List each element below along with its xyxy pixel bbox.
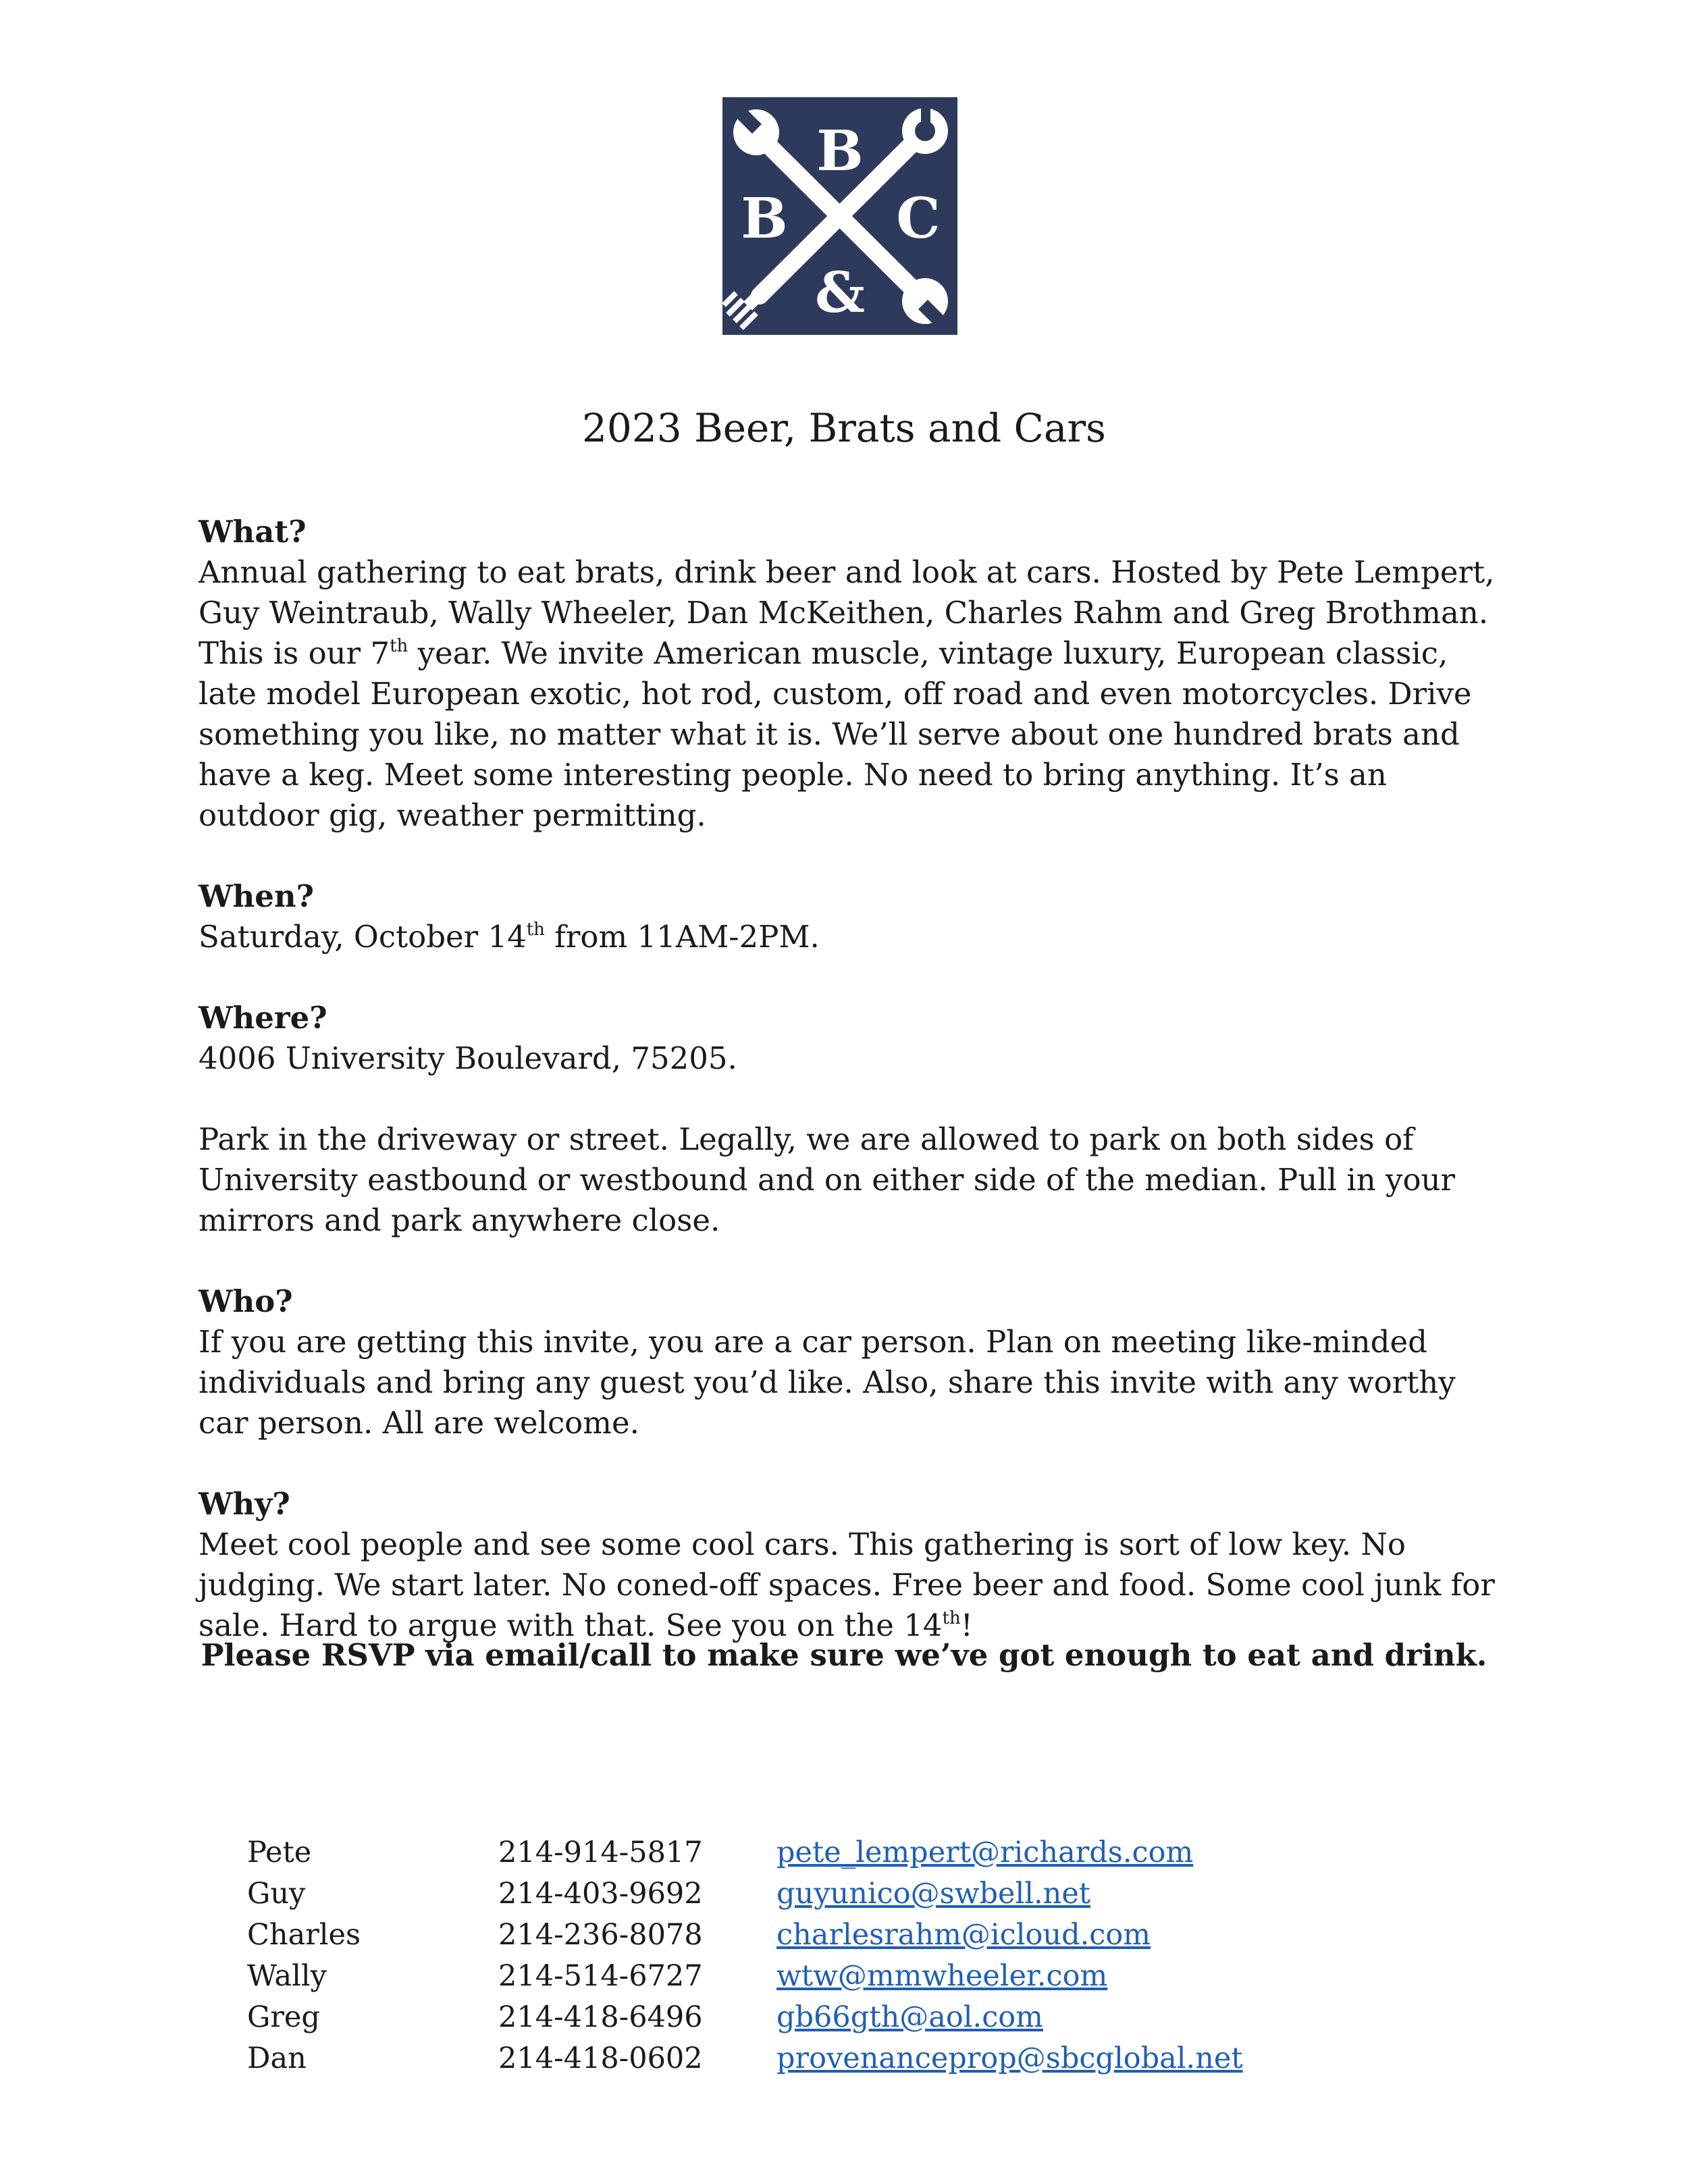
section-heading: When?: [199, 878, 314, 914]
logo-graphic: [722, 97, 957, 335]
text-part: Meet cool people and see some cool cars. This gathering is sort of low key. No judging. We start later. No coned-off spaces. Free beer and food. Some cool junk for sale. Hard to argue with that. See you on the 14: [199, 1526, 1495, 1643]
section-where: [199, 998, 1508, 1241]
contact-email-link[interactable]: pete_lempert@richards.com: [776, 1836, 1194, 1869]
contact-phone: 214-914-5817: [498, 1836, 703, 1869]
contact-name: Dan: [247, 2042, 307, 2075]
contact-email-link[interactable]: guyunico@swbell.net: [776, 1877, 1091, 1911]
section-heading: What?: [199, 514, 307, 550]
logo-letter-top: B: [816, 119, 864, 184]
parking-text: Park in the driveway or street. Legally, we are allowed to park on both sides of University eastbound or westbound and on either side of the median. Pull in your mirrors and park anywhere close.: [199, 1121, 1456, 1238]
section-when: [199, 876, 1508, 957]
text-part: from 11AM-2PM.: [544, 919, 820, 955]
logo-letter-left: B: [741, 186, 788, 251]
address-text: 4006 University Boulevard, 75205.: [199, 1040, 737, 1076]
contact-email-link[interactable]: provenanceprop@sbcglobal.net: [776, 2042, 1243, 2075]
section-what: [199, 512, 1508, 836]
section-text: [199, 552, 1508, 836]
text-part: Annual gathering to eat brats, drink beer and look at cars. Hosted by Pete Lempert, Guy Weintraub, Wally Wheeler, Dan McKeithen, Charles Rahm and Greg Brothman. This is our 7: [199, 554, 1495, 671]
contact-phone: 214-514-6727: [498, 1959, 703, 1993]
section-who: [199, 1281, 1508, 1443]
text-part: year. We invite American muscle, vintage luxury, European classic, late model European exotic, hot rod, custom, off road and even motorcycles. Drive something you like, no matter what it is. We’ll serve about one hundred brats and have a keg. Meet some interesting people. No need to bring anything. It’s an outdoor gig, weather permitting.: [199, 635, 1472, 833]
page-title: 2023 Beer, Brats and Cars: [582, 404, 1106, 451]
contact-phone: 214-236-8078: [498, 1918, 703, 1952]
ordinal-suffix: th: [390, 636, 408, 656]
ordinal-suffix: th: [526, 920, 545, 940]
contact-phone: 214-403-9692: [498, 1877, 703, 1911]
section-why: [199, 1484, 1508, 1646]
contact-email-link[interactable]: gb66gth@aol.com: [776, 2000, 1043, 2034]
ordinal-suffix: th: [942, 1608, 961, 1628]
section-text: [199, 1524, 1508, 1646]
bbc-logo: [722, 97, 957, 335]
contact-name: Guy: [247, 1877, 306, 1911]
section-heading: Where?: [199, 1000, 327, 1036]
contact-name: Pete: [247, 1836, 312, 1869]
contact-name: Wally: [247, 1959, 327, 1993]
contact-email-link[interactable]: charlesrahm@icloud.com: [776, 1918, 1151, 1952]
section-text: [199, 917, 1508, 957]
contact-phone: 214-418-0602: [498, 2042, 703, 2075]
section-heading: Who?: [199, 1283, 293, 1319]
text-part: Saturday, October 14: [199, 919, 527, 955]
section-text: If you are getting this invite, you are a car person. Plan on meeting like-minded individuals and bring any guest you’d like. Also, share this invite with any worthy car person. All are welcome.: [199, 1324, 1456, 1441]
contact-name: Greg: [247, 2000, 320, 2034]
text-part: !: [960, 1607, 973, 1643]
rsvp-note: Please RSVP via email/call to make sure we’ve got enough to eat and drink.: [201, 1637, 1487, 1673]
invite-body: [199, 512, 1508, 1646]
section-heading: Why?: [199, 1486, 290, 1522]
logo-letter-right: C: [896, 186, 941, 251]
contact-email-link[interactable]: wtw@mmwheeler.com: [776, 1959, 1108, 1993]
contact-name: Charles: [247, 1918, 361, 1952]
contact-phone: 214-418-6496: [498, 2000, 703, 2034]
logo-letter-bottom: &: [814, 261, 866, 325]
